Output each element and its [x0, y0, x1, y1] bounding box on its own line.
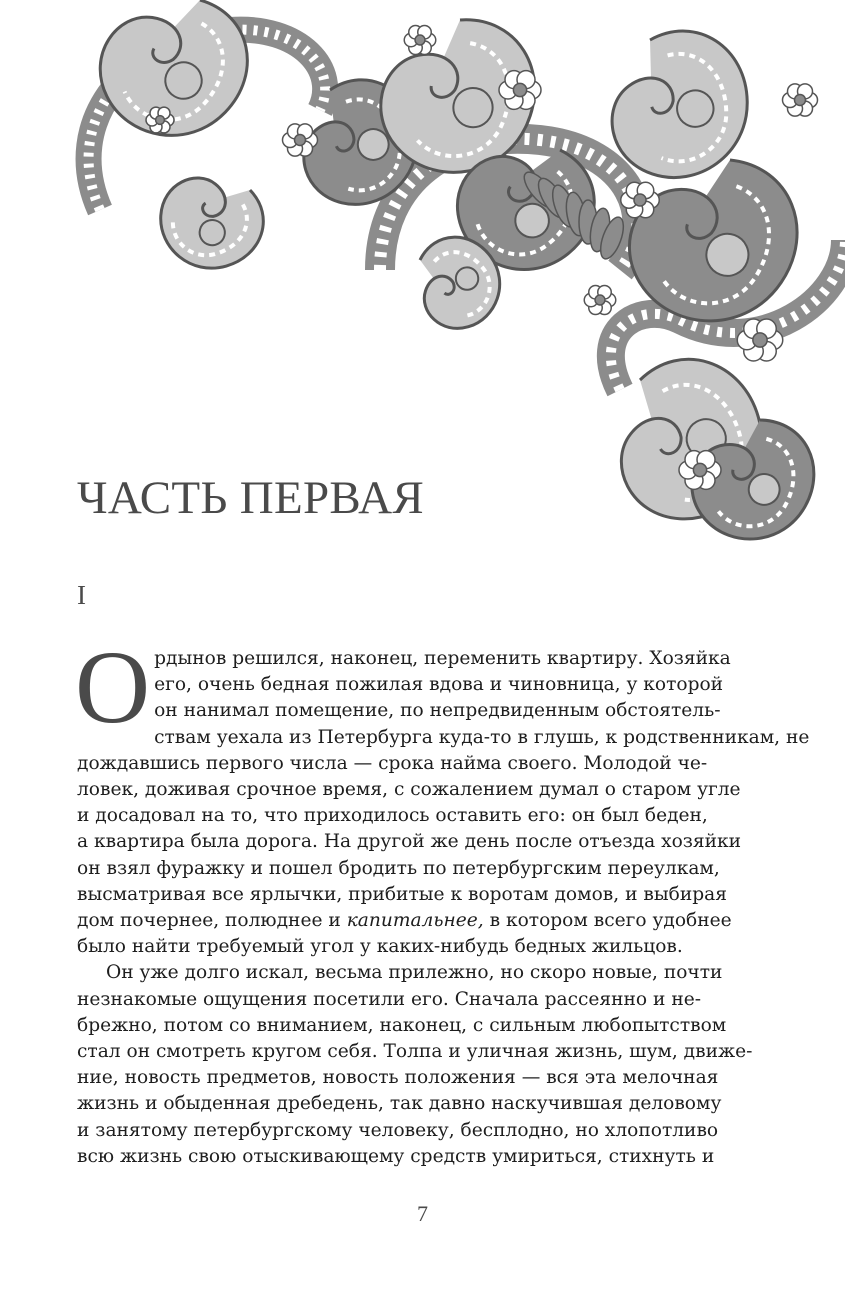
text-line: было найти требуемый угол у каких-нибудь бедных жильцов.	[77, 936, 683, 958]
paisley-motif	[145, 154, 280, 288]
chapter-number: I	[77, 580, 86, 610]
text-line: стал он смотреть кругом себя. Толпа и уличная жизнь, шум, движе-	[77, 1041, 753, 1063]
text-fragment: в котором всего удобнее	[489, 910, 732, 932]
flower-center	[156, 116, 165, 125]
text-line: рдынов решился, наконец, переменить квартиру. Хозяйка	[154, 648, 731, 669]
paragraph-1	[75, 630, 810, 960]
paragraph-2	[77, 960, 753, 1170]
flower-center	[513, 83, 526, 96]
flower-center	[595, 295, 605, 305]
flower-center	[415, 35, 425, 45]
flower-center	[634, 194, 646, 206]
text-line: ловек, доживая срочное время, с сожалением думал о старом угле	[77, 779, 741, 801]
text-line: он взял фуражку и пошел бродить по петербургским переулкам,	[77, 857, 720, 879]
drop-cap: О	[75, 630, 151, 745]
text-line: дождавшись первого числа — срока найма своего. Молодой че-	[77, 752, 708, 774]
text-line: он нанимал помещение, по непредвиденным обстоятель-	[154, 700, 721, 722]
text-line	[77, 908, 732, 934]
text-line: ствам уехала из Петербурга куда-то в глушь, к родственникам, не	[154, 726, 810, 748]
text-line: ние, новость предметов, новость положения — вся эта мелочная	[77, 1067, 719, 1089]
text-line: незнакомые ощущения посетили его. Сначала рассеянно и не-	[77, 988, 702, 1010]
flower-center	[693, 463, 706, 476]
flower-center	[795, 95, 806, 106]
italic-word: капитальнее,	[346, 910, 484, 932]
page-number: 7	[417, 1201, 428, 1226]
text-fragment: дом почернее, полюднее и	[77, 910, 341, 932]
flower-center	[295, 135, 306, 146]
text-line: брежно, потом со вниманием, наконец, с сильным любопытством	[77, 1014, 727, 1036]
text-line: высматривая все ярлычки, прибитые к воротам домов, и выбирая	[77, 883, 727, 905]
body-text	[75, 630, 810, 1170]
text-line: и занятому петербургскому человеку, бесплодно, но хлопотливо	[77, 1119, 719, 1141]
flower-center	[753, 333, 767, 347]
text-line: Он уже долго искал, весьма прилежно, но скоро новые, почти	[106, 962, 723, 984]
text-line: всю жизнь свою отыскивающему средств умириться, стихнуть и	[77, 1145, 715, 1167]
text-line: его, очень бедная пожилая вдова и чиновница, у которой	[154, 674, 724, 696]
text-line: а квартира была дорога. На другой же день после отъезда хозяйки	[77, 831, 742, 853]
text-line: и досадовал на то, что приходилось оставить его: он был беден,	[77, 805, 708, 827]
part-title: ЧАСТЬ ПЕРВАЯ	[77, 472, 425, 524]
text-line: жизнь и обыденная дребедень, так давно наскучившая деловому	[77, 1093, 722, 1115]
